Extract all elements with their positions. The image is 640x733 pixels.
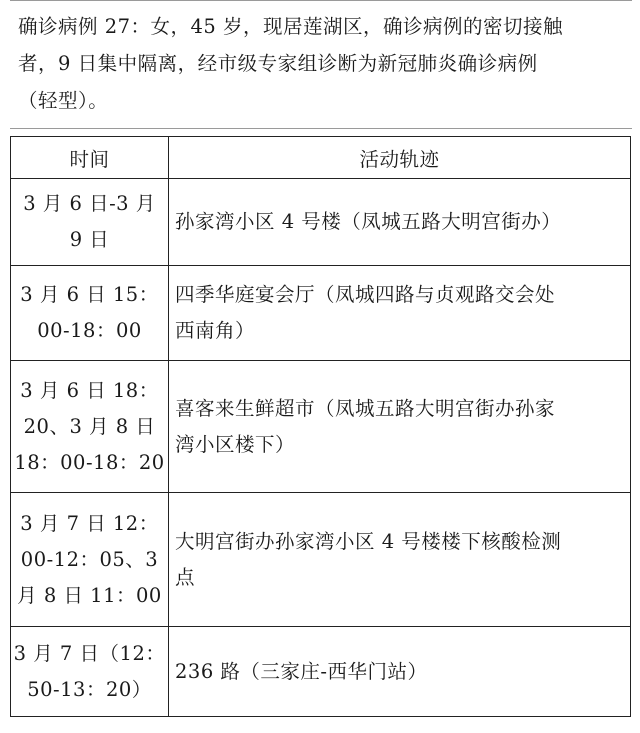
time-line: 3 月 7 日 12：	[20, 511, 159, 535]
header-activity: 活动轨迹	[169, 137, 631, 179]
activity-line: 点	[175, 565, 196, 589]
activity-line: 大明宫街办孙家湾小区 4 号楼楼下核酸检测	[175, 529, 562, 553]
case-description-line: 者，9 日集中隔离，经市级专家组诊断为新冠肺炎确诊病例	[18, 52, 538, 75]
table-row	[11, 266, 631, 361]
case-description-line: 确诊病例 27：女，45 岁，现居莲湖区，确诊病例的密切接触	[18, 15, 564, 38]
activity-line: 孙家湾小区 4 号楼（凤城五路大明宫街办）	[175, 210, 562, 233]
time-line: 3 月 6 日 15：	[20, 283, 159, 306]
activity-cell	[169, 179, 631, 266]
activity-line: 喜客来生鲜超市（凤城五路大明宫街办孙家	[175, 396, 556, 420]
time-line: 20、3 月 8 日	[23, 414, 156, 438]
table-row	[11, 627, 631, 717]
time-cell	[11, 627, 169, 717]
activity-cell	[169, 361, 631, 493]
top-frame-line	[10, 0, 632, 1]
activity-line: 西南角）	[175, 319, 256, 342]
time-line: 50-13：20）	[27, 677, 152, 701]
activity-cell	[169, 627, 631, 717]
header-time: 时间	[11, 137, 169, 179]
time-line: 3 月 7 日（12：	[13, 641, 166, 665]
table-row	[11, 361, 631, 493]
time-line: 00-18：00	[37, 319, 142, 342]
time-line: 3 月 6 日-3 月	[23, 192, 156, 215]
activity-trail-table	[10, 136, 631, 717]
activity-cell	[169, 493, 631, 627]
time-line: 18：00-18：20	[14, 450, 165, 474]
table-row	[11, 179, 631, 266]
activity-cell	[169, 266, 631, 361]
activity-line: 236 路（三家庄-西华门站）	[175, 659, 428, 683]
time-line: 月 8 日 11：00	[17, 583, 162, 607]
time-cell	[11, 361, 169, 493]
case-description-line: （轻型）。	[18, 89, 109, 112]
activity-line: 湾小区楼下）	[175, 432, 296, 456]
time-cell	[11, 266, 169, 361]
time-line: 00-12：05、3	[20, 547, 159, 571]
table-row	[11, 493, 631, 627]
case-description	[18, 8, 630, 119]
time-cell	[11, 493, 169, 627]
time-line: 3 月 6 日 18：	[20, 378, 159, 402]
activity-line: 四季华庭宴会厅（凤城四路与贞观路交会处	[175, 283, 556, 306]
section-divider-line	[10, 128, 632, 129]
table-header-row	[11, 137, 631, 179]
time-cell	[11, 179, 169, 266]
time-line: 9 日	[69, 228, 110, 251]
